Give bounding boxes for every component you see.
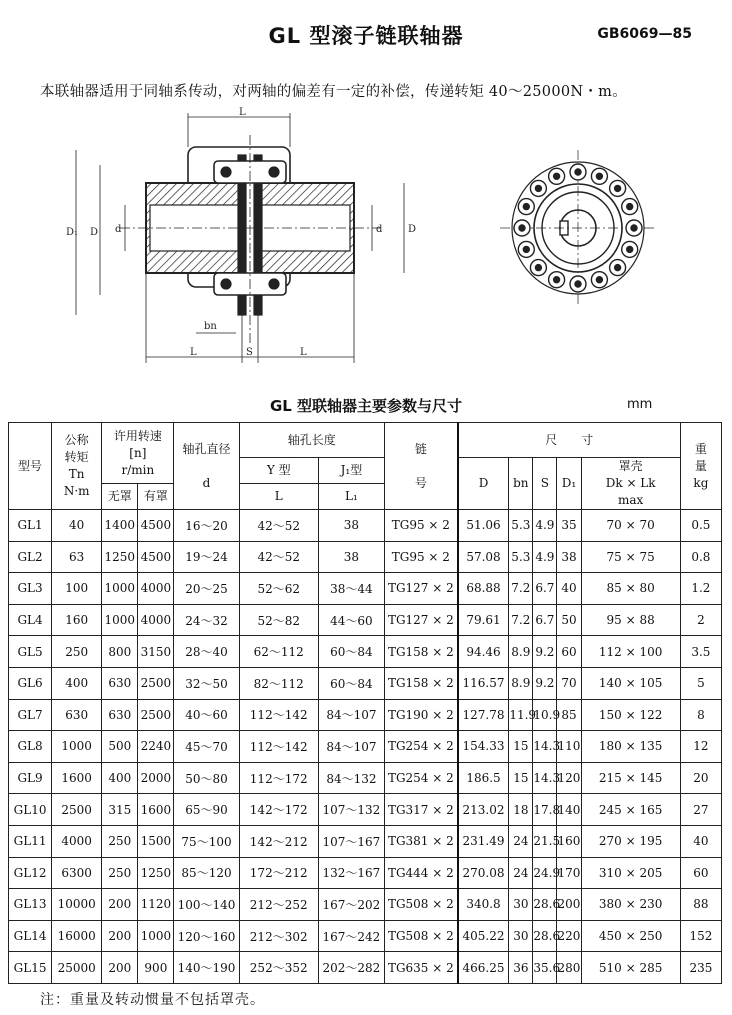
table-cell: 245 × 165 xyxy=(581,794,680,826)
table-cell: 10.9 xyxy=(533,699,557,731)
table-cell: 200 xyxy=(557,889,581,921)
table-cell: 7.2 xyxy=(509,604,533,636)
table-cell: 32～50 xyxy=(174,667,239,699)
table-cell: 44～60 xyxy=(318,604,384,636)
table-cell: 14.3 xyxy=(533,731,557,763)
table-row xyxy=(9,794,722,826)
chain-roller-pin xyxy=(535,185,541,191)
table-cell: 52～82 xyxy=(239,604,318,636)
table-cell: 15 xyxy=(509,762,533,794)
header-torque: 公称 转矩 Tn N·m xyxy=(52,423,102,510)
table-cell: 11.9 xyxy=(509,699,533,731)
table-unit: mm xyxy=(627,397,653,412)
parameter-table xyxy=(8,422,722,984)
chain-roller-pin xyxy=(523,204,529,210)
table-cell: 42～52 xyxy=(239,541,318,573)
table-cell: 38 xyxy=(318,510,384,542)
table-cell: 60～84 xyxy=(318,667,384,699)
table-cell: TG635 × 2 xyxy=(385,952,458,984)
table-cell: 8.9 xyxy=(509,667,533,699)
table-cell: 35 xyxy=(557,510,581,542)
coupling-drawing xyxy=(0,105,732,375)
table-cell: 2240 xyxy=(138,731,174,763)
table-cell: TG158 × 2 xyxy=(385,636,458,668)
table-cell: 450 × 250 xyxy=(581,920,680,952)
table-cell: 110 xyxy=(557,731,581,763)
table-cell: GL15 xyxy=(9,952,52,984)
table-cell: 150 × 122 xyxy=(581,699,680,731)
header-j1-type: J₁型 xyxy=(318,458,384,484)
table-cell: 200 xyxy=(102,889,138,921)
table-cell: 63 xyxy=(52,541,102,573)
table-cell: 40 xyxy=(557,573,581,605)
table-cell: 36 xyxy=(509,952,533,984)
table-cell: 85 xyxy=(557,699,581,731)
table-cell: 60 xyxy=(680,857,721,889)
table-cell: 17.8 xyxy=(533,794,557,826)
table-cell: TG158 × 2 xyxy=(385,667,458,699)
table-cell: 25000 xyxy=(52,952,102,984)
table-cell: 45～70 xyxy=(174,731,239,763)
table-cell: 160 xyxy=(52,604,102,636)
table-cell: GL5 xyxy=(9,636,52,668)
table-cell: 10000 xyxy=(52,889,102,921)
table-cell: 132～167 xyxy=(318,857,384,889)
table-cell: TG190 × 2 xyxy=(385,699,458,731)
header-bore: 轴孔直径 d xyxy=(174,423,239,510)
table-cell: 167～202 xyxy=(318,889,384,921)
standard-code: GB6069—85 xyxy=(597,26,692,42)
header-D1: D₁ xyxy=(557,458,581,510)
table-cell: 51.06 xyxy=(458,510,509,542)
table-cell: 630 xyxy=(102,699,138,731)
table-cell: 20～25 xyxy=(174,573,239,605)
header-hole-length: 轴孔长度 xyxy=(239,423,384,458)
table-cell: GL4 xyxy=(9,604,52,636)
table-cell: 84～107 xyxy=(318,699,384,731)
table-cell: 27 xyxy=(680,794,721,826)
table-cell: 340.8 xyxy=(458,889,509,921)
table-cell: 112 × 100 xyxy=(581,636,680,668)
table-cell: 167～242 xyxy=(318,920,384,952)
chain-roller-pin xyxy=(535,265,541,271)
table-cell: 186.5 xyxy=(458,762,509,794)
table-cell: 42～52 xyxy=(239,510,318,542)
label-L-left: L xyxy=(190,347,197,358)
label-D-right: D xyxy=(408,224,417,235)
table-cell: 127.78 xyxy=(458,699,509,731)
table-cell: 75～100 xyxy=(174,825,239,857)
table-cell: 84～107 xyxy=(318,731,384,763)
table-cell: 4000 xyxy=(138,573,174,605)
table-cell: 70 × 70 xyxy=(581,510,680,542)
table-cell: 116.57 xyxy=(458,667,509,699)
chain-roller-pin xyxy=(523,246,529,252)
table-cell: 231.49 xyxy=(458,825,509,857)
chain-roller-pin xyxy=(575,281,581,287)
table-cell: 160 xyxy=(557,825,581,857)
table-cell: 202～282 xyxy=(318,952,384,984)
table-cell: 510 × 285 xyxy=(581,952,680,984)
table-row xyxy=(9,699,722,731)
table-cell: 1000 xyxy=(102,573,138,605)
chain-roller-pin xyxy=(596,277,602,283)
table-cell: 200 xyxy=(102,952,138,984)
table-cell: 5.3 xyxy=(509,541,533,573)
table-cell: 15 xyxy=(509,731,533,763)
table-cell: 28.6 xyxy=(533,920,557,952)
table-cell: 107～167 xyxy=(318,825,384,857)
table-cell: 212～252 xyxy=(239,889,318,921)
side-section-view xyxy=(76,113,404,363)
table-cell: 140 × 105 xyxy=(581,667,680,699)
table-cell: GL14 xyxy=(9,920,52,952)
table-cell: 1120 xyxy=(138,889,174,921)
table-cell: 500 xyxy=(102,731,138,763)
label-S: S xyxy=(246,347,253,358)
table-cell: 3.5 xyxy=(680,636,721,668)
table-cell: 30 xyxy=(509,920,533,952)
table-cell: 60～84 xyxy=(318,636,384,668)
chain-roller-pin xyxy=(596,173,602,179)
table-cell: 84～132 xyxy=(318,762,384,794)
table-cell: 315 xyxy=(102,794,138,826)
table-cell: 4500 xyxy=(138,541,174,573)
table-cell: 154.33 xyxy=(458,731,509,763)
table-cell: 8 xyxy=(680,699,721,731)
table-cell: 2500 xyxy=(138,667,174,699)
table-row xyxy=(9,573,722,605)
table-cell: 900 xyxy=(138,952,174,984)
table-cell: 405.22 xyxy=(458,920,509,952)
table-cell: 310 × 205 xyxy=(581,857,680,889)
label-d-right: d xyxy=(376,224,383,235)
chain-roller-pin xyxy=(627,204,633,210)
table-cell: 180 × 135 xyxy=(581,731,680,763)
table-row xyxy=(9,604,722,636)
header-S: S xyxy=(533,458,557,510)
table-cell: 62～112 xyxy=(239,636,318,668)
page-title: GL 型滚子链联轴器 xyxy=(268,24,464,48)
table-cell: 9.2 xyxy=(533,667,557,699)
table-cell: 28～40 xyxy=(174,636,239,668)
table-row xyxy=(9,731,722,763)
header-dimensions: 尺 寸 xyxy=(458,423,681,458)
table-cell: GL10 xyxy=(9,794,52,826)
table-cell: 252～352 xyxy=(239,952,318,984)
table-cell: 120 xyxy=(557,762,581,794)
table-cell: 24 xyxy=(509,825,533,857)
table-cell: TG254 × 2 xyxy=(385,731,458,763)
table-cell: 16～20 xyxy=(174,510,239,542)
table-cell: 6300 xyxy=(52,857,102,889)
table-cell: 24 xyxy=(509,857,533,889)
table-cell: 4000 xyxy=(52,825,102,857)
table-cell: 213.02 xyxy=(458,794,509,826)
table-cell: TG127 × 2 xyxy=(385,604,458,636)
table-cell: 1400 xyxy=(102,510,138,542)
table-cell: 120～160 xyxy=(174,920,239,952)
table-cell: 0.8 xyxy=(680,541,721,573)
table-cell: TG95 × 2 xyxy=(385,541,458,573)
table-cell: 82～112 xyxy=(239,667,318,699)
table-cell: 35.6 xyxy=(533,952,557,984)
label-L-top: L xyxy=(239,107,246,118)
table-cell: 3150 xyxy=(138,636,174,668)
header-with-cover: 有罩 xyxy=(138,484,174,510)
table-cell: GL12 xyxy=(9,857,52,889)
chain-roller-pin xyxy=(554,277,560,283)
table-cell: 280 xyxy=(557,952,581,984)
table-cell: 1000 xyxy=(52,731,102,763)
table-cell: GL13 xyxy=(9,889,52,921)
table-cell: 140～190 xyxy=(174,952,239,984)
table-cell: 16000 xyxy=(52,920,102,952)
table-cell: 140 xyxy=(557,794,581,826)
table-row xyxy=(9,889,722,921)
table-cell: 630 xyxy=(52,699,102,731)
table-cell: 142～212 xyxy=(239,825,318,857)
table-cell: 52～62 xyxy=(239,573,318,605)
chain-roller-pin xyxy=(554,173,560,179)
table-cell: TG508 × 2 xyxy=(385,889,458,921)
table-cell: 70 xyxy=(557,667,581,699)
chain-roller-pin xyxy=(519,225,525,231)
table-cell: TG127 × 2 xyxy=(385,573,458,605)
table-cell: 2500 xyxy=(138,699,174,731)
table-cell: 95 × 88 xyxy=(581,604,680,636)
table-cell: 235 xyxy=(680,952,721,984)
table-cell: 142～172 xyxy=(239,794,318,826)
header-y-type: Y 型 xyxy=(239,458,318,484)
table-cell: 2 xyxy=(680,604,721,636)
label-L-right: L xyxy=(300,347,307,358)
table-cell: 14.3 xyxy=(533,762,557,794)
header-speed: 许用转速 [n] r/min xyxy=(102,423,174,484)
intro-text: 本联轴器适用于同轴系传动，对两轴的偏差有一定的补偿，传递转矩 40～25000N・m。 xyxy=(40,84,628,100)
table-cell: 100～140 xyxy=(174,889,239,921)
table-cell: GL8 xyxy=(9,731,52,763)
table-cell: 466.25 xyxy=(458,952,509,984)
table-cell: 60 xyxy=(557,636,581,668)
table-cell: 5.3 xyxy=(509,510,533,542)
table-cell: 38 xyxy=(318,541,384,573)
table-cell: 12 xyxy=(680,731,721,763)
table-cell: 85 × 80 xyxy=(581,573,680,605)
header-cover: 罩壳 Dk × Lk max xyxy=(581,458,680,510)
table-row xyxy=(9,541,722,573)
table-cell: GL9 xyxy=(9,762,52,794)
table-cell: TG95 × 2 xyxy=(385,510,458,542)
table-cell: 7.2 xyxy=(509,573,533,605)
table-cell: 4500 xyxy=(138,510,174,542)
header-chain: 链 号 xyxy=(385,423,458,510)
table-cell: 88 xyxy=(680,889,721,921)
table-cell: 40～60 xyxy=(174,699,239,731)
table-cell: 1250 xyxy=(102,541,138,573)
table-title: GL 型联轴器主要参数与尺寸 xyxy=(269,397,463,415)
header-weight: 重 量 kg xyxy=(680,423,721,510)
table-cell: 220 xyxy=(557,920,581,952)
chain-roller-pin xyxy=(631,225,637,231)
table-cell: 50 xyxy=(557,604,581,636)
table-cell: GL11 xyxy=(9,825,52,857)
table-row xyxy=(9,857,722,889)
table-cell: 1000 xyxy=(138,920,174,952)
table-cell: 68.88 xyxy=(458,573,509,605)
table-cell: 1500 xyxy=(138,825,174,857)
table-cell: 8.9 xyxy=(509,636,533,668)
table-cell: 40 xyxy=(680,825,721,857)
table-cell: 270.08 xyxy=(458,857,509,889)
table-cell: GL7 xyxy=(9,699,52,731)
table-cell: 4000 xyxy=(138,604,174,636)
table-cell: GL6 xyxy=(9,667,52,699)
table-row xyxy=(9,636,722,668)
table-row xyxy=(9,952,722,984)
table-cell: 800 xyxy=(102,636,138,668)
table-cell: 9.2 xyxy=(533,636,557,668)
table-cell: TG381 × 2 xyxy=(385,825,458,857)
table-cell: 200 xyxy=(102,920,138,952)
header-bn: bn xyxy=(509,458,533,510)
table-cell: TG254 × 2 xyxy=(385,762,458,794)
table-cell: GL3 xyxy=(9,573,52,605)
table-cell: 1000 xyxy=(102,604,138,636)
table-cell: 400 xyxy=(102,762,138,794)
end-view xyxy=(500,150,656,306)
table-cell: 30 xyxy=(509,889,533,921)
table-cell: 0.5 xyxy=(680,510,721,542)
table-cell: 28.6 xyxy=(533,889,557,921)
table-row xyxy=(9,825,722,857)
table-cell: GL2 xyxy=(9,541,52,573)
table-cell: 5 xyxy=(680,667,721,699)
table-cell: 107～132 xyxy=(318,794,384,826)
table-cell: 24.9 xyxy=(533,857,557,889)
table-cell: 270 × 195 xyxy=(581,825,680,857)
table-cell: 4.9 xyxy=(533,541,557,573)
table-cell: GL1 xyxy=(9,510,52,542)
table-row xyxy=(9,667,722,699)
table-cell: 112～142 xyxy=(239,731,318,763)
table-cell: TG444 × 2 xyxy=(385,857,458,889)
table-cell: 1600 xyxy=(138,794,174,826)
table-row xyxy=(9,510,722,542)
table-cell: 212～302 xyxy=(239,920,318,952)
header-D: D xyxy=(458,458,509,510)
table-cell: 112～172 xyxy=(239,762,318,794)
table-cell: 215 × 145 xyxy=(581,762,680,794)
table-row xyxy=(9,762,722,794)
table-cell: 94.46 xyxy=(458,636,509,668)
label-D1: D₁ xyxy=(66,227,79,238)
table-cell: 18 xyxy=(509,794,533,826)
table-cell: 85～120 xyxy=(174,857,239,889)
label-d-left: d xyxy=(115,224,122,235)
chain-roller-pin xyxy=(627,246,633,252)
header-L: L xyxy=(239,484,318,510)
table-row xyxy=(9,920,722,952)
table-cell: 6.7 xyxy=(533,573,557,605)
footnote: 注：重量及转动惯量不包括罩壳。 xyxy=(40,992,265,1008)
table-cell: 4.9 xyxy=(533,510,557,542)
table-cell: 250 xyxy=(102,825,138,857)
table-cell: 19～24 xyxy=(174,541,239,573)
table-cell: TG508 × 2 xyxy=(385,920,458,952)
table-cell: 75 × 75 xyxy=(581,541,680,573)
table-cell: TG317 × 2 xyxy=(385,794,458,826)
table-cell: 40 xyxy=(52,510,102,542)
table-cell: 250 xyxy=(102,857,138,889)
table-cell: 6.7 xyxy=(533,604,557,636)
table-cell: 100 xyxy=(52,573,102,605)
table-cell: 38～44 xyxy=(318,573,384,605)
table-cell: 1.2 xyxy=(680,573,721,605)
table-cell: 38 xyxy=(557,541,581,573)
table-cell: 79.61 xyxy=(458,604,509,636)
label-D: D xyxy=(90,227,99,238)
table-cell: 172～212 xyxy=(239,857,318,889)
table-cell: 2500 xyxy=(52,794,102,826)
table-cell: 50～80 xyxy=(174,762,239,794)
header-L1: L₁ xyxy=(318,484,384,510)
table-cell: 250 xyxy=(52,636,102,668)
table-cell: 152 xyxy=(680,920,721,952)
table-cell: 380 × 230 xyxy=(581,889,680,921)
table-cell: 20 xyxy=(680,762,721,794)
table-cell: 21.5 xyxy=(533,825,557,857)
table-cell: 112～142 xyxy=(239,699,318,731)
table-cell: 630 xyxy=(102,667,138,699)
table-cell: 2000 xyxy=(138,762,174,794)
label-bn: bn xyxy=(204,321,217,332)
table-cell: 57.08 xyxy=(458,541,509,573)
header-model: 型号 xyxy=(9,423,52,510)
table-cell: 65～90 xyxy=(174,794,239,826)
chain-roller-pin xyxy=(615,185,621,191)
table-cell: 1600 xyxy=(52,762,102,794)
chain-roller-pin xyxy=(575,169,581,175)
table-cell: 400 xyxy=(52,667,102,699)
table-cell: 24～32 xyxy=(174,604,239,636)
table-cell: 1250 xyxy=(138,857,174,889)
table-cell: 170 xyxy=(557,857,581,889)
header-no-cover: 无罩 xyxy=(102,484,138,510)
chain-roller-pin xyxy=(615,265,621,271)
